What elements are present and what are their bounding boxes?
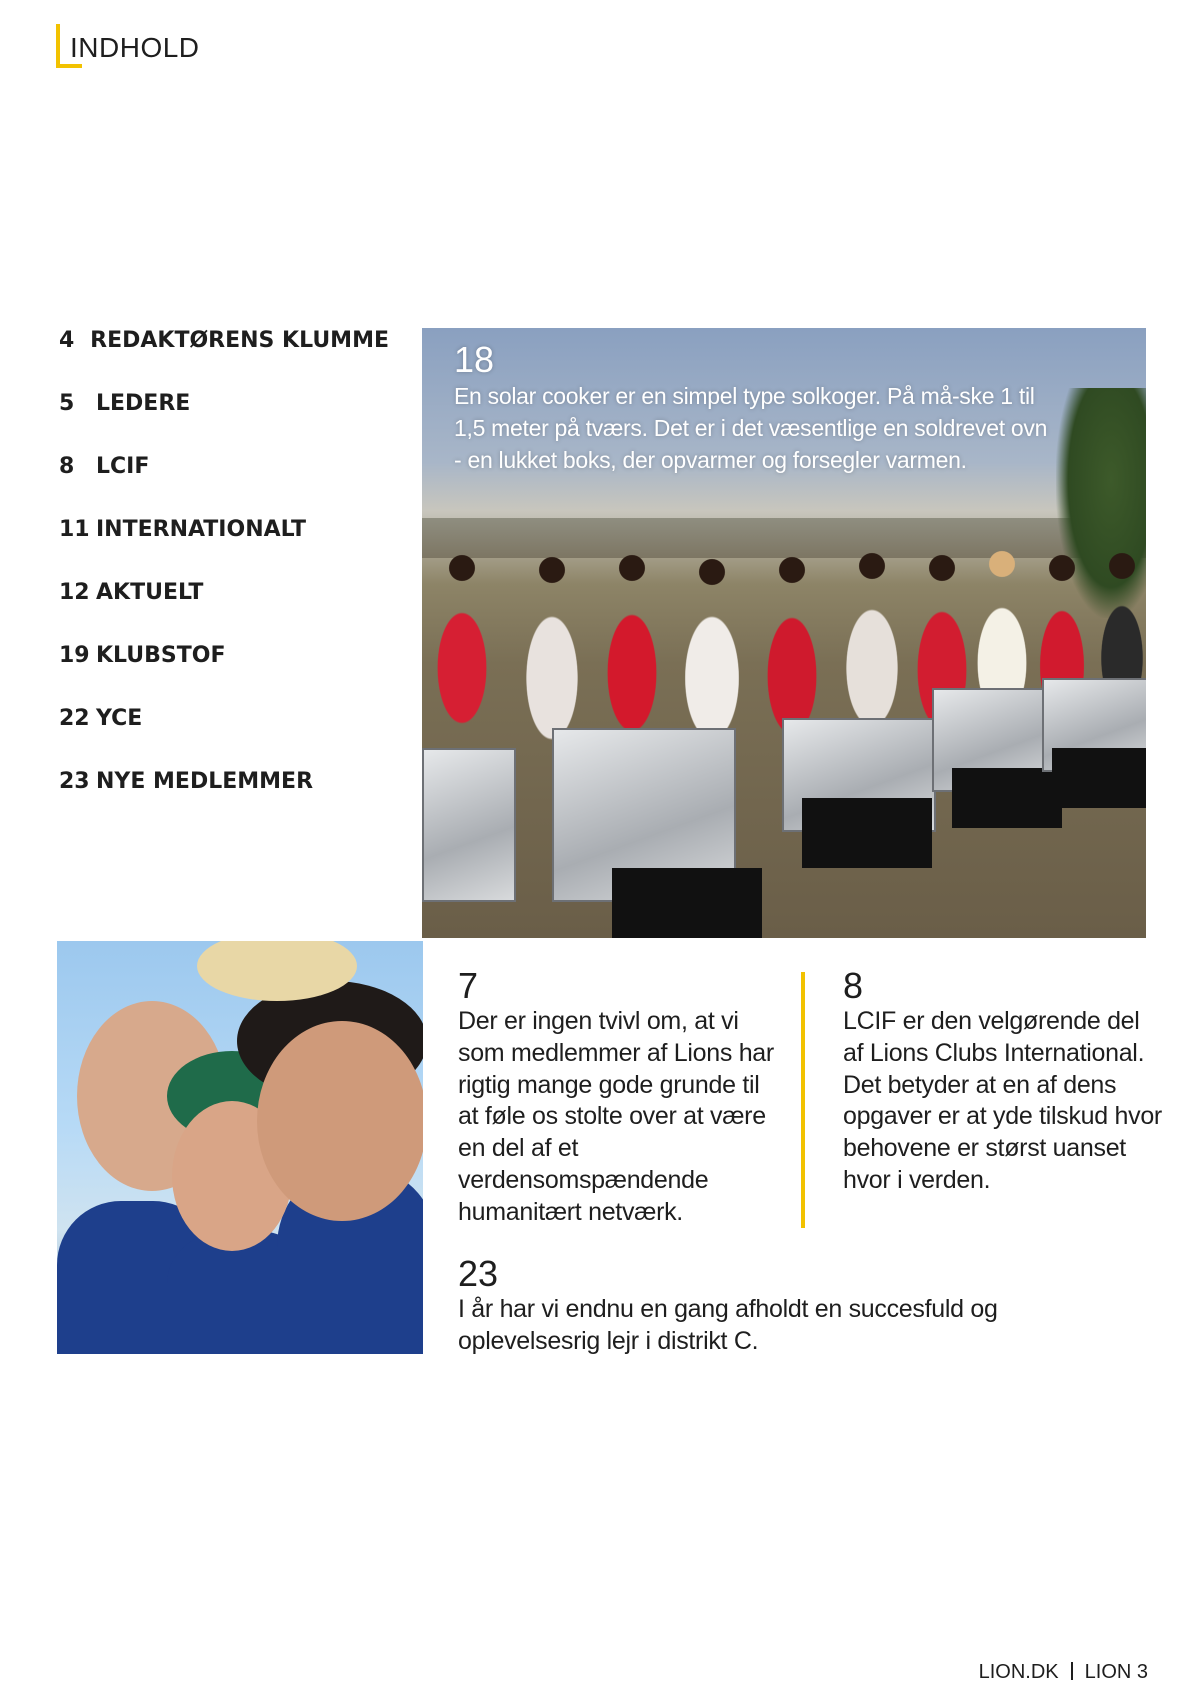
toc-label: NYE MEDLEMMER: [96, 769, 314, 794]
article-page-number: 23: [458, 1253, 499, 1294]
article-text: I år har vi endnu en gang afholdt en succesfuld og oplevelsesrig lejr i distrikt C.: [458, 1295, 998, 1355]
youth-camp-photo[interactable]: [57, 941, 423, 1354]
toc-label: KLUBSTOF: [96, 643, 226, 668]
toc-page-number: 8: [59, 454, 75, 479]
toc-page-number: 22: [59, 706, 90, 731]
footer-page-label: LION 3: [1084, 1661, 1148, 1683]
toc-label: YCE: [96, 706, 143, 731]
solar-cooker-base: [802, 798, 932, 868]
solar-cooker-base: [1052, 748, 1146, 808]
toc-page-number: 12: [59, 580, 90, 605]
article-teaser-7[interactable]: [458, 966, 778, 1229]
footer-separator: [1071, 1662, 1073, 1680]
column-divider: [801, 972, 805, 1228]
toc-item[interactable]: [59, 454, 389, 517]
solar-cooker-base: [612, 868, 762, 938]
article-text: LCIF er den velgørende del af Lions Clubs International. Det betyder at en af dens opgaver er at yde tilskud hvor behovene er størst uanset hvor i verden.: [843, 1007, 1162, 1194]
toc-page-number: 23: [59, 769, 90, 794]
toc-label: REDAKTØRENS KLUMME: [90, 328, 389, 353]
footer-site[interactable]: LION.DK: [978, 1661, 1059, 1683]
solar-cooker-box: [422, 748, 516, 902]
article-text: Der er ingen tvivl om, at vi som medlemmer af Lions har rigtig mange gode grunde til at føle os stolte over at være en del af et verdensomspændende humanitært netværk.: [458, 1007, 774, 1226]
toc-item[interactable]: [59, 391, 389, 454]
solar-cooker-photo[interactable]: [422, 328, 1146, 938]
toc-item[interactable]: [59, 769, 389, 832]
table-of-contents: [59, 328, 389, 832]
toc-item[interactable]: [59, 517, 389, 580]
article-page-number: 7: [458, 965, 479, 1006]
toc-item[interactable]: [59, 328, 389, 391]
page-footer: [979, 1661, 1148, 1684]
toc-label: LEDERE: [96, 391, 191, 416]
article-page-number: 8: [843, 965, 864, 1006]
toc-label: INTERNATIONALT: [96, 517, 307, 542]
toc-item[interactable]: [59, 643, 389, 706]
solar-cooker-base: [952, 768, 1062, 828]
article-teaser-8[interactable]: [843, 966, 1163, 1197]
toc-item[interactable]: [59, 580, 389, 643]
toc-item[interactable]: [59, 706, 389, 769]
feature-caption: [454, 340, 1054, 476]
toc-label: LCIF: [96, 454, 150, 479]
toc-label: AKTUELT: [96, 580, 204, 605]
photo-face: [257, 1021, 423, 1221]
toc-page-number: 11: [59, 517, 90, 542]
article-teaser-23[interactable]: [458, 1254, 1018, 1358]
feature-page-number: 18: [454, 339, 495, 380]
feature-text: En solar cooker er en simpel type solkoger. På må-ske 1 til 1,5 meter på tværs. Det er i det væsentlige en soldrevet ovn - en lukket boks, der opvarmer og forsegler varmen.: [454, 383, 1048, 473]
toc-page-number: 4: [59, 328, 75, 353]
toc-page-number: 5: [59, 391, 75, 416]
page-title: INDHOLD: [70, 32, 200, 63]
toc-page-number: 19: [59, 643, 90, 668]
